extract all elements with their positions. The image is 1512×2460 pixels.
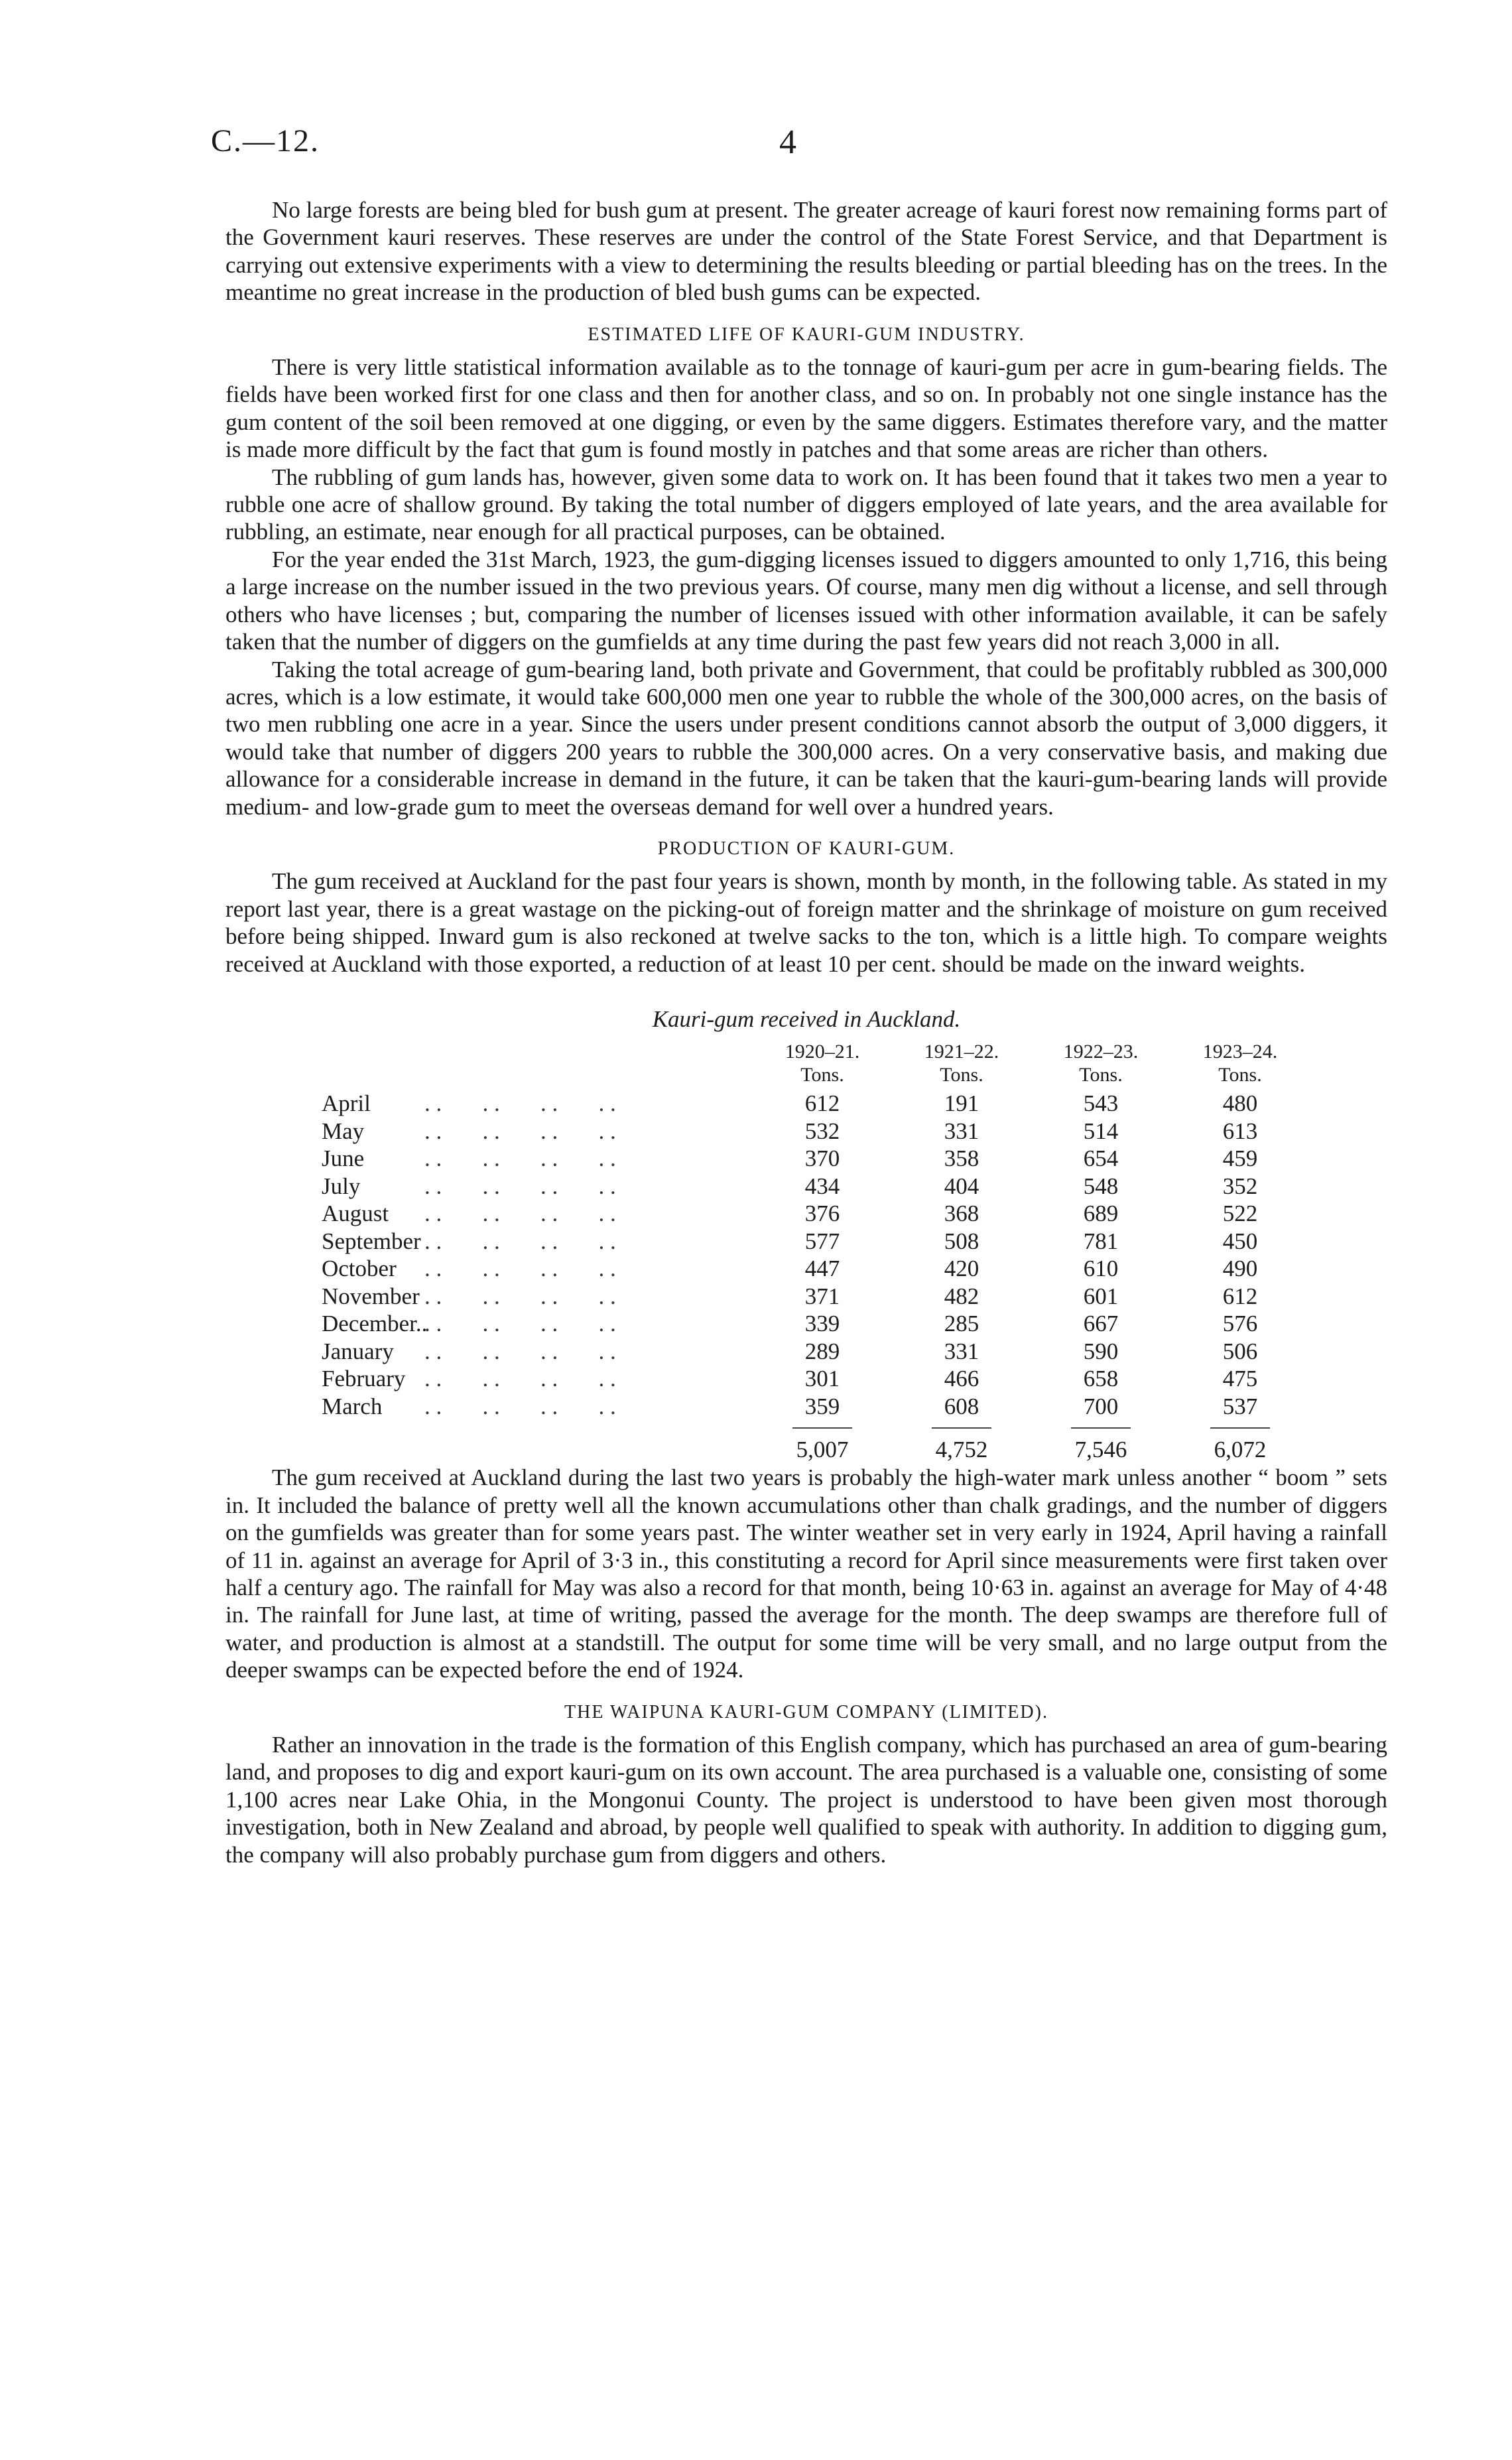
year-header: 1922–23. [1063, 1041, 1139, 1063]
table-cell: 289 [804, 1338, 840, 1364]
table-row [225, 1255, 1387, 1283]
page-header [211, 123, 1391, 169]
month-label: June [322, 1145, 365, 1172]
table-cell: 359 [804, 1393, 840, 1419]
column-total: 7,546 [1074, 1437, 1127, 1463]
dot-leader: . . . . . . . . [424, 1393, 616, 1419]
year-header: 1923–24. [1202, 1041, 1278, 1063]
table-row [225, 1365, 1387, 1393]
table-cell: 612 [804, 1090, 840, 1117]
total-rule [1210, 1427, 1270, 1429]
table-title: Kauri-gum received in Auckland. [652, 1005, 961, 1032]
dot-leader: . . . . . . . . [424, 1366, 616, 1392]
dot-leader: . . . . . . . . [424, 1311, 616, 1337]
year-header: 1921–22. [924, 1041, 999, 1063]
unit-header: Tons. [1079, 1064, 1123, 1086]
dot-leader: . . . . . . . . [424, 1173, 616, 1199]
table-cell: 610 [1083, 1256, 1119, 1282]
table-cell: 490 [1222, 1256, 1258, 1282]
table-row [225, 1338, 1387, 1366]
table-cell: 450 [1222, 1228, 1258, 1254]
table-cell: 532 [804, 1118, 840, 1144]
table-cell: 700 [1083, 1393, 1119, 1419]
table-cell: 339 [804, 1311, 840, 1337]
total-rule [792, 1427, 852, 1429]
month-label: December.. [322, 1311, 428, 1337]
table-cell: 301 [804, 1366, 840, 1392]
table-cell: 590 [1083, 1338, 1119, 1364]
table-cell: 191 [944, 1090, 979, 1117]
month-label: October [322, 1256, 397, 1282]
total-rule [1071, 1427, 1131, 1429]
month-label: September [322, 1228, 421, 1254]
document-reference: C.—12. [211, 123, 320, 159]
table-row [225, 1310, 1387, 1338]
table-cell: 506 [1222, 1338, 1258, 1364]
table-cell: 404 [944, 1173, 979, 1199]
table-row [225, 1090, 1387, 1118]
table-row [225, 1200, 1387, 1228]
table-cell: 331 [944, 1338, 979, 1364]
table-row [225, 1228, 1387, 1256]
table-cell: 368 [944, 1200, 979, 1227]
paragraph-waipuna-1: Rather an innovation in the trade is the formation of this English company, which has purchased an area of gum-bearing land, and proposes to dig and export kauri-gum on its own account. The area purchased is a valuable one, consisting of some 1,100 acres near Lake Ohia, in the Mongonui County. The project is understood to have been given most thorough investigation, both in New Zealand and abroad, by people well qualified to speak with authority. In addition to digging gum, the company will also probably purchase gum from diggers and others. [225, 1732, 1387, 1868]
dot-leader: . . . . . . . . [424, 1338, 616, 1364]
month-label: August [322, 1200, 389, 1227]
table-cell: 608 [944, 1393, 979, 1419]
document-body [225, 196, 1387, 1868]
table-cell: 548 [1083, 1173, 1119, 1199]
dot-leader: . . . . . . . . [424, 1118, 616, 1144]
table-cell: 434 [804, 1173, 840, 1199]
table-cell: 331 [944, 1118, 979, 1144]
table-cell: 577 [804, 1228, 840, 1254]
table-cell: 475 [1222, 1366, 1258, 1392]
table-cell: 612 [1222, 1283, 1258, 1309]
table-row [225, 1283, 1387, 1311]
table-cell: 576 [1222, 1311, 1258, 1337]
total-rule [932, 1427, 991, 1429]
year-header: 1920–21. [785, 1041, 860, 1063]
table-cell: 667 [1083, 1311, 1119, 1337]
table-cell: 376 [804, 1200, 840, 1227]
table-cell: 285 [944, 1311, 979, 1337]
paragraph-life-3: For the year ended the 31st March, 1923, the gum-digging licenses issued to diggers amounted to only 1,716, this being a large increase on the number issued in the two previous years. Of course, many men dig without a license, and sell through others who have licenses ; but, comparing the number of licenses issued with other information available, it can be safely taken that the number of diggers on the gumfields at any time during the past few years did not reach 3,000 in all. [225, 546, 1387, 655]
table-cell: 522 [1222, 1200, 1258, 1227]
column-total: 5,007 [796, 1437, 849, 1463]
month-label: July [322, 1173, 361, 1199]
unit-header: Tons. [1218, 1064, 1262, 1086]
column-total: 4,752 [935, 1437, 988, 1463]
dot-leader: . . . . . . . . [424, 1228, 616, 1254]
heading-estimated-life: ESTIMATED LIFE OF KAURI-GUM INDUSTRY. [588, 324, 1025, 345]
table-cell: 654 [1083, 1145, 1119, 1172]
heading-waipuna: THE WAIPUNA KAURI-GUM COMPANY (LIMITED). [564, 1701, 1048, 1722]
table-cell: 447 [804, 1256, 840, 1282]
paragraph-bled-gum: No large forests are being bled for bush gum at present. The greater acreage of kauri forest now remaining forms part of the Government kauri reserves. These reserves are under the control of the State Forest Service, and that Department is carrying out extensive experiments with a view to determining the results bleeding or partial bleeding has on the trees. In the meantime no great increase in the production of bled bush gums can be expected. [225, 197, 1387, 306]
table-cell: 514 [1083, 1118, 1119, 1144]
table-row [225, 1173, 1387, 1200]
page-number: 4 [779, 123, 796, 161]
dot-leader: . . . . . . . . [424, 1283, 616, 1309]
table-cell: 537 [1222, 1393, 1258, 1419]
paragraph-life-2: The rubbling of gum lands has, however, given some data to work on. It has been found that it takes two men a year to rubble one acre of shallow ground. By taking the total number of diggers employed of late years, and the area available for rubbling, an estimate, near enough for all practical purposes, can be obtained. [225, 464, 1387, 545]
table-cell: 601 [1083, 1283, 1119, 1309]
dot-leader: . . . . . . . . [424, 1145, 616, 1172]
table-cell: 482 [944, 1283, 979, 1309]
month-label: March [322, 1393, 383, 1419]
table-cell: 689 [1083, 1200, 1119, 1227]
table-cell: 459 [1222, 1145, 1258, 1172]
table-cell: 508 [944, 1228, 979, 1254]
table-cell: 781 [1083, 1228, 1119, 1254]
table-cell: 658 [1083, 1366, 1119, 1392]
column-total: 6,072 [1214, 1437, 1267, 1463]
month-label: May [322, 1118, 365, 1144]
table-cell: 352 [1222, 1173, 1258, 1199]
table-row [225, 1393, 1387, 1421]
table-cell: 371 [804, 1283, 840, 1309]
dot-leader: . . . . . . . . [424, 1200, 616, 1227]
table-cell: 420 [944, 1256, 979, 1282]
paragraph-production-1: The gum received at Auckland for the past four years is shown, month by month, in the following table. As stated in my report last year, there is a great wastage on the picking-out of foreign matter and the shrinkage of moisture on gum received before being shipped. Inward gum is also reckoned at twelve sacks to the ton, which is a little high. To compare weights received at Auckland with those exported, a reduction of at least 10 per cent. should be made on the inward weights. [225, 868, 1387, 977]
table-row [225, 1118, 1387, 1145]
month-label: January [322, 1338, 394, 1364]
heading-production: PRODUCTION OF KAURI-GUM. [657, 838, 956, 859]
dot-leader: . . . . . . . . [424, 1256, 616, 1282]
paragraph-production-2: The gum received at Auckland during the last two years is probably the high-water mark unless another “ boom ” sets in. It included the balance of pretty well all the known accumulations other than chalk gradings, and the number of diggers on the gumfields was greater than for some years past. The winter weather set in very early in 1924, April having a rainfall of 11 in. against an average for April of 3·3 in., this constituting a record for April since measurements were first taken over half a century ago. The rainfall for May was also a record for that month, being 10·63 in. against an average for May of 4·48 in. The rainfall for June last, at time of writing, passed the average for the month. The deep swamps are therefore full of water, and production is almost at a standstill. The output for some time will be very small, and no large output from the deeper swamps can be expected before the end of 1924. [225, 1464, 1387, 1683]
table-row [225, 1145, 1387, 1173]
gum-table [225, 1039, 1387, 1464]
table-cell: 358 [944, 1145, 979, 1172]
month-label: April [322, 1090, 371, 1117]
month-label: November [322, 1283, 420, 1309]
paragraph-life-4: Taking the total acreage of gum-bearing land, both private and Government, that could be profitably rubbled as 300,000 acres, which is a low estimate, it would take 600,000 men one year to rubble the whole of the 300,000 acres, on the basis of two men rubbling one acre in a year. Since the users under present conditions cannot absorb the output of 3,000 diggers, it would take that number of diggers 200 years to rubble the 300,000 acres. On a very conservative basis, and making due allowance for a considerable increase in demand in the future, it can be taken that the kauri-gum-bearing lands will provide medium- and low-grade gum to meet the overseas demand for well over a hundred years. [225, 656, 1387, 820]
dot-leader: . . . . . . . . [424, 1090, 616, 1117]
table-cell: 370 [804, 1145, 840, 1172]
table-cell: 543 [1083, 1090, 1119, 1117]
unit-header: Tons. [940, 1064, 983, 1086]
table-cell: 613 [1222, 1118, 1258, 1144]
table-cell: 480 [1222, 1090, 1258, 1117]
table-cell: 466 [944, 1366, 979, 1392]
paragraph-life-1: There is very little statistical information available as to the tonnage of kauri-gum per acre in gum-bearing fields. The fields have been worked first for one class and then for another class, and so on. In probably not one single instance has the gum content of the soil been removed at one digging, or even by the same diggers. Estimates therefore vary, and the matter is made more difficult by the fact that gum is found mostly in patches and that some areas are richer than others. [225, 354, 1387, 463]
month-label: February [322, 1366, 406, 1392]
unit-header: Tons. [800, 1064, 844, 1086]
